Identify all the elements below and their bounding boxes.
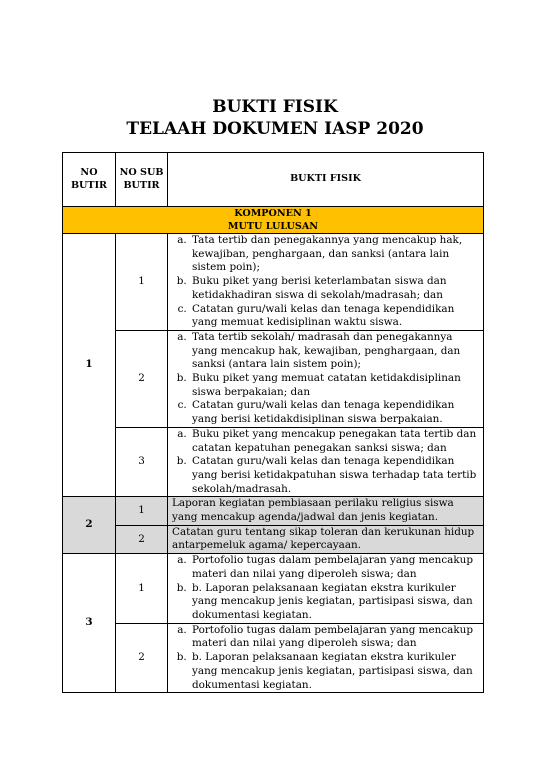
list-item: b. b. Laporan pelaksanaan kegiatan ekstra kurikuler yang mencakup jenis kegiatan, partisipasi siswa, dan dokumentasi kegiatan.	[190, 582, 479, 623]
header-row	[63, 153, 484, 207]
list-item: a. Portofolio tugas dalam pembelajaran yang mencakup materi dan nilai yang diperoleh siswa; dan	[190, 624, 479, 651]
list-item: a. Buku piket yang mencakup penegakan tata tertib dan catatan kepatuhan penegakan sanksi siswa; dan	[190, 428, 479, 455]
evidence-list	[168, 234, 483, 330]
list-item: c. Catatan guru/wali kelas dan tenaga kependidikan yang memuat kedisiplinan waktu siswa.	[190, 303, 479, 330]
table-row	[63, 330, 484, 427]
list-item: b. Buku piket yang berisi keterlambatan siswa dan ketidakhadiran siswa di sekolah/madrasah; dan	[190, 275, 479, 302]
list-item: c. Catatan guru/wali kelas dan tenaga kependidikan yang berisi ketidakdisiplinan siswa berpakaian.	[190, 399, 479, 426]
evidence-cell	[168, 623, 484, 693]
butir-number: 2	[63, 497, 116, 554]
butir-number: 3	[63, 554, 116, 693]
table-row	[63, 554, 484, 624]
header-no-sub-butir: NO SUB BUTIR	[116, 153, 168, 207]
document-subtitle: TELAAH DOKUMEN IASP 2020	[126, 119, 424, 139]
evidence-list	[168, 554, 483, 623]
component-name: MUTU LULUSAN	[227, 221, 319, 232]
table-row	[63, 623, 484, 693]
list-item: a. Tata tertib dan penegakannya yang mencakup hak, kewajiban, penghargaan, dan sanksi (antara lain sistem poin);	[190, 234, 479, 275]
sub-butir-number: 2	[116, 525, 168, 553]
evidence-table	[62, 152, 484, 693]
evidence-list	[168, 331, 483, 427]
evidence-cell: Catatan guru tentang sikap toleran dan kerukunan hidup antarpemeluk agama/ kepercayaan.	[168, 525, 484, 553]
list-item: a. Portofolio tugas dalam pembelajaran yang mencakup materi dan nilai yang diperoleh siswa; dan	[190, 554, 479, 581]
table-row	[63, 427, 484, 497]
evidence-list	[168, 624, 483, 693]
list-item: b. Buku piket yang memuat catatan ketidakdisiplinan siswa berpakaian; dan	[190, 372, 479, 399]
list-item: a. Tata tertib sekolah/ madrasah dan penegakannya yang mencakup hak, kewajiban, penghargaan, dan sanksi (antara lain sistem poin);	[190, 331, 479, 372]
document-title: BUKTI FISIK	[212, 97, 338, 117]
header-no-butir: NO BUTIR	[63, 153, 116, 207]
component-row	[63, 207, 484, 234]
component-heading	[63, 207, 484, 234]
list-item: b. b. Laporan pelaksanaan kegiatan ekstra kurikuler yang mencakup jenis kegiatan, partisipasi siswa, dan dokumentasi kegiatan.	[190, 651, 479, 692]
list-item: b. Catatan guru/wali kelas dan tenaga kependidikan yang berisi ketidakpatuhan siswa terhadap tata tertib sekolah/madrasah.	[190, 455, 479, 496]
sub-butir-number: 2	[116, 623, 168, 693]
sub-butir-number: 1	[116, 234, 168, 331]
butir-number: 1	[63, 234, 116, 497]
sub-butir-number: 1	[116, 497, 168, 525]
table-row	[63, 234, 484, 331]
evidence-cell	[168, 330, 484, 427]
sub-butir-number: 2	[116, 330, 168, 427]
sub-butir-number: 1	[116, 554, 168, 624]
evidence-cell: Laporan kegiatan pembiasaan perilaku religius siswa yang mencakup agenda/jadwal dan jenis kegiatan.	[168, 497, 484, 525]
evidence-cell	[168, 554, 484, 624]
evidence-cell	[168, 427, 484, 497]
header-bukti-fisik: BUKTI FISIK	[168, 153, 484, 207]
component-number: KOMPONEN 1	[234, 208, 312, 219]
table-row	[63, 525, 484, 553]
table-row	[63, 497, 484, 525]
sub-butir-number: 3	[116, 427, 168, 497]
evidence-cell	[168, 234, 484, 331]
evidence-list	[168, 428, 483, 497]
